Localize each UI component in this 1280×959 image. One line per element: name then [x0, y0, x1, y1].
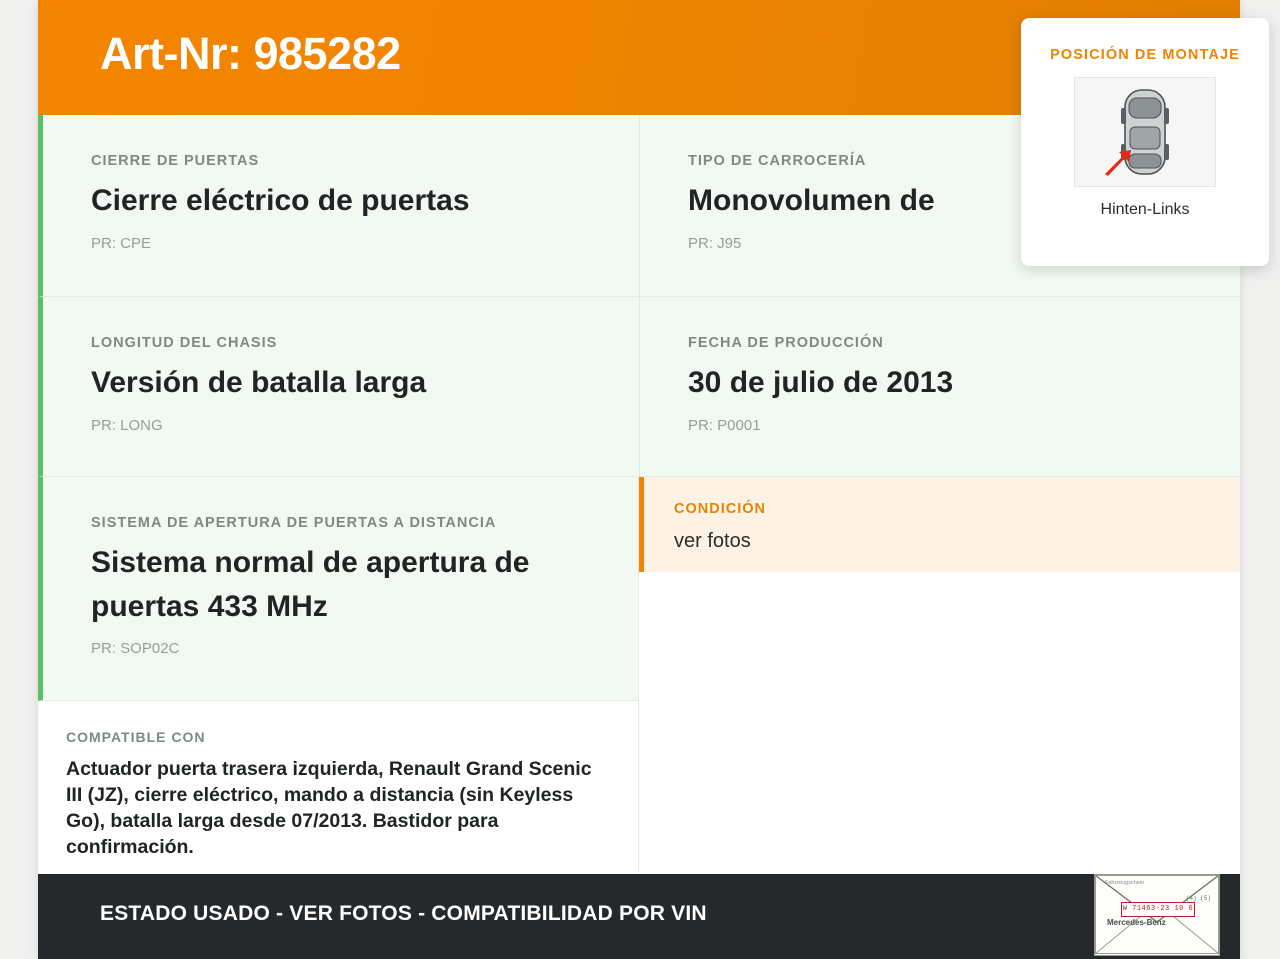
- spec-value: Monovolumen de: [688, 184, 935, 217]
- spec-value: Versión de batalla larga: [91, 366, 427, 399]
- page-title: Art-Nr: 985282: [100, 28, 401, 79]
- stamp-brand-text: Mercedes-Benz: [1107, 918, 1166, 927]
- envelope-icon: [1094, 874, 1220, 956]
- compatible-label: COMPATIBLE CON: [66, 729, 206, 745]
- spec-pr-code: PR: P0001: [688, 416, 761, 434]
- spec-cell-production-date: [639, 297, 1240, 477]
- compatible-row: [38, 701, 1240, 871]
- spec-label: CIERRE DE PUERTAS: [91, 153, 260, 169]
- spec-label: LONGITUD DEL CHASIS: [91, 335, 278, 351]
- spec-pr-code: PR: SOP02C: [91, 640, 180, 657]
- spec-cell-door-locking: [38, 115, 639, 297]
- spec-value: Sistema normal de apertura de puertas 433 MHz: [91, 546, 530, 623]
- stamp-top-text: Fahrzeugschein: [1105, 880, 1145, 886]
- spec-pr-code: PR: J95: [688, 234, 742, 252]
- compatible-text: Actuador puerta trasera izquierda, Renault Grand Scenic III (JZ), cierre eléctrico, mando a distancia (sin Keyless Go), batalla larga desde 07/2013. Bastidor para confirmación.: [66, 758, 592, 858]
- spec-label: FECHA DE PRODUCCIÓN: [688, 335, 884, 351]
- empty-area: [639, 701, 1240, 871]
- stamp-plate-text: W 71463-23 10 6: [1121, 902, 1195, 917]
- spec-value: 30 de julio de 2013: [688, 366, 954, 399]
- condition-column: [638, 477, 1240, 701]
- empty-area: [639, 572, 1240, 701]
- mount-position-title: POSICIÓN DE MONTAJE: [1050, 47, 1240, 63]
- footer-bar: [38, 874, 1240, 959]
- condition-value: ver fotos: [674, 530, 751, 552]
- spec-pr-code: PR: CPE: [91, 234, 152, 252]
- spec-pr-code: PR: LONG: [91, 416, 163, 434]
- spec-row: [38, 297, 1240, 477]
- stamp-code-text: (4) (5): [1185, 895, 1211, 902]
- compatible-card: [38, 701, 639, 871]
- spec-value: Cierre eléctrico de puertas: [91, 184, 470, 217]
- condition-label: CONDICIÓN: [674, 501, 766, 517]
- spec-label: TIPO DE CARROCERÍA: [688, 153, 867, 169]
- spec-row: [38, 477, 1240, 701]
- mount-position-caption: Hinten-Links: [1100, 201, 1190, 218]
- footer-text: ESTADO USADO - VER FOTOS - COMPATIBILIDAD POR VIN: [100, 902, 707, 925]
- spec-label: SISTEMA DE APERTURA DE PUERTAS A DISTANCIA: [91, 515, 497, 531]
- car-diagram-icon: [1075, 78, 1215, 186]
- spec-cell-remote-entry: [38, 477, 638, 701]
- condition-card: [639, 477, 1240, 572]
- mount-position-card: [1021, 18, 1269, 266]
- spec-sheet: [38, 0, 1240, 959]
- spec-cell-chassis-length: [38, 297, 639, 477]
- car-top-view-icon: [1074, 77, 1216, 187]
